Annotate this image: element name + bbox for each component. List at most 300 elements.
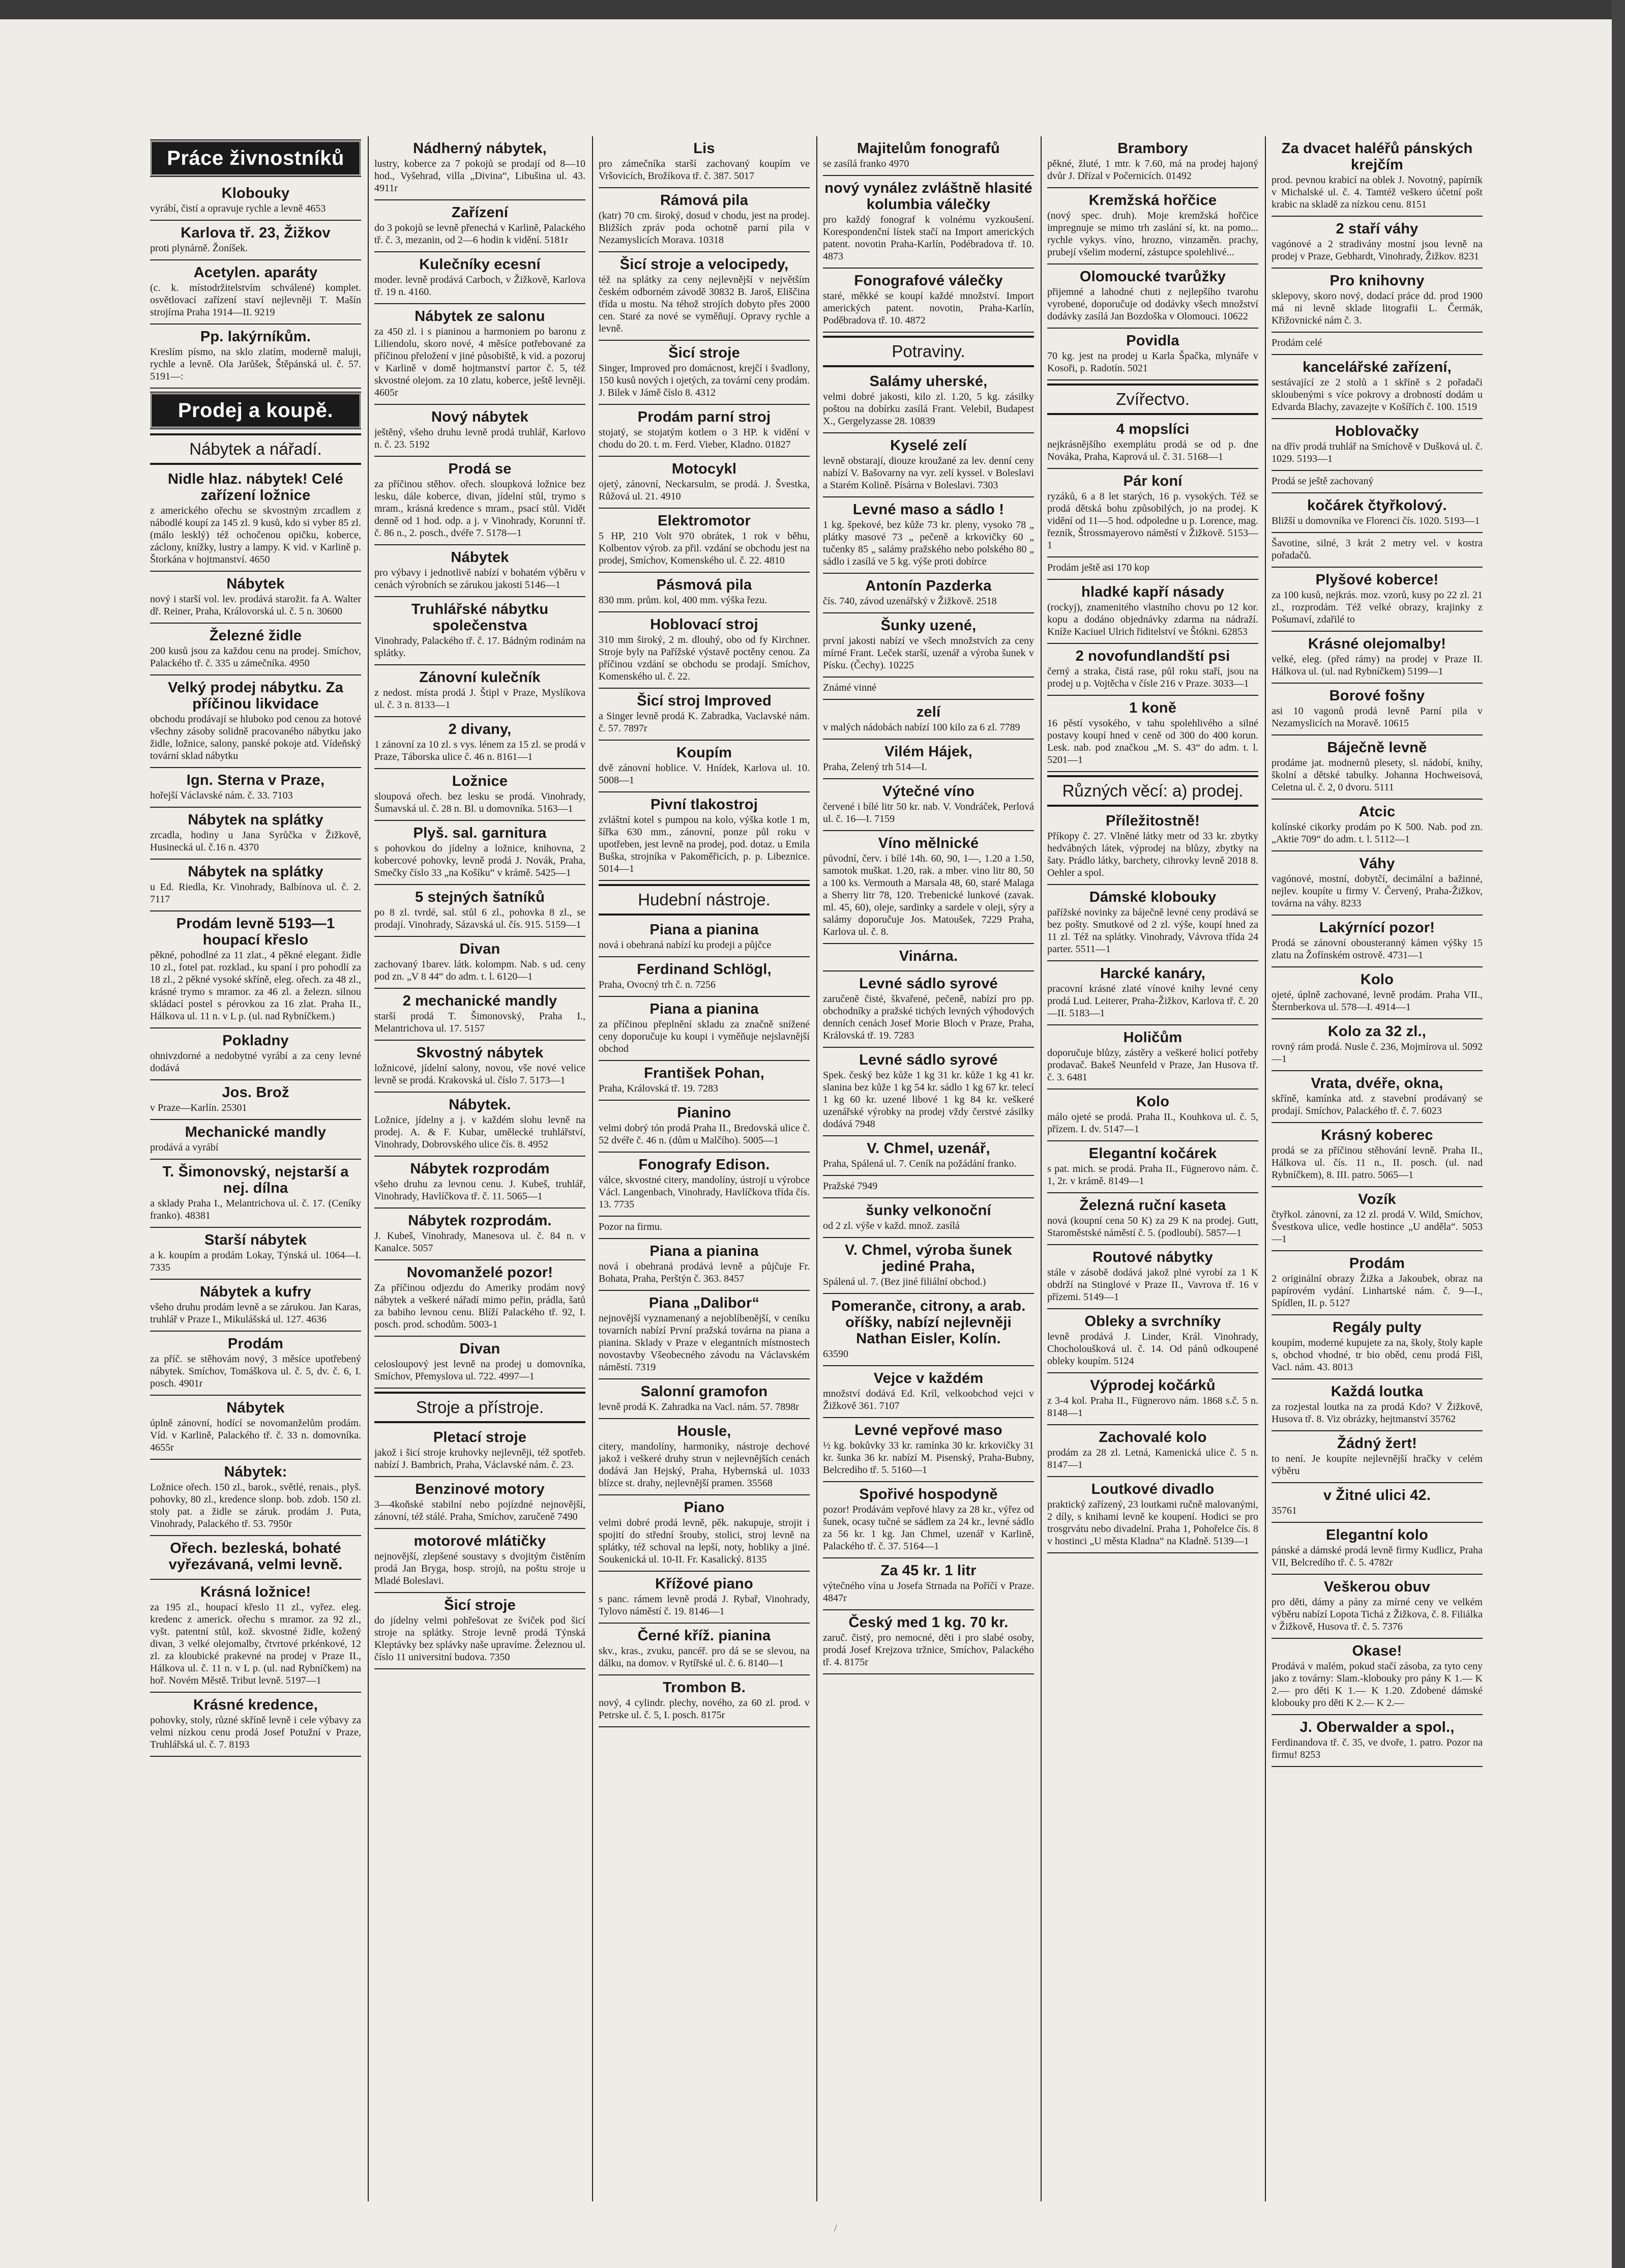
ad-body: vyrábí, čistí a opravuje rychle a levně 4653 bbox=[150, 203, 326, 214]
ad-title: Okase! bbox=[1352, 1643, 1402, 1659]
ad-title: Divan bbox=[459, 941, 500, 957]
ad-body: rovný rám prodá. Nusle č. 236, Mojmírova ul. 5092—1 bbox=[1272, 1041, 1483, 1065]
classified-ad bbox=[1047, 696, 1258, 772]
ad-title: 1 koně bbox=[1129, 700, 1177, 716]
classified-ad bbox=[1272, 1315, 1483, 1379]
classified-ad bbox=[374, 1425, 585, 1477]
ad-title: 5 stejných šatníků bbox=[415, 889, 545, 905]
classified-ad bbox=[823, 613, 1034, 678]
ad-title: František Pohan, bbox=[644, 1065, 764, 1081]
ad-body: málo ojeté se prodá. Praha II., Kouhkova ul. č. 5, přízem. I. dv. 5147—1 bbox=[1047, 1111, 1258, 1135]
classified-ad bbox=[150, 221, 361, 260]
ad-body: 70 kg. jest na prodej u Karla Špačka, mlynáře v Kosoři, p. Radotín. 5021 bbox=[1047, 350, 1258, 374]
ad-body: na dřív prodá truhlář na Smíchově v Dušková ul. č. 1029. 5193—1 bbox=[1272, 441, 1483, 464]
ad-body: sklepovy, skoro nový, dodací práce dd. prod 1900 má ni levně sklade litografii L. Čermák, Křižovnické nám č. 3. bbox=[1272, 290, 1483, 326]
ad-title: Jos. Brož bbox=[222, 1084, 289, 1101]
ad-title: Piana a pianina bbox=[649, 1001, 759, 1017]
classified-ad bbox=[374, 1529, 585, 1593]
ad-body: nová (koupní cena 50 K) za 29 K na prodej. Gutt, Staroměstské náměstí č. 5. (podloubí). 5857—1 bbox=[1047, 1215, 1258, 1239]
classified-ad bbox=[599, 1291, 810, 1379]
classified-ad bbox=[374, 885, 585, 937]
classified-ad bbox=[374, 136, 585, 200]
section-heading: Hudební nástroje. bbox=[599, 884, 810, 916]
classified-ad bbox=[374, 717, 585, 769]
classified-ad bbox=[599, 612, 810, 689]
ad-title: Za dvacet haléřů pánských krejčím bbox=[1281, 140, 1473, 173]
ad-title: Hoblovací stroj bbox=[650, 616, 758, 633]
ad-body: pro děti, dámy a pány za mírné ceny ve velkém výběru nabízí Lopota Tichá z Žižkova, č. 8. Filiálka v Žižkově, Husova tř. č. 5. 7376 bbox=[1272, 1597, 1483, 1632]
classified-ad bbox=[374, 665, 585, 717]
ad-title: J. Oberwalder a spol., bbox=[1299, 1719, 1455, 1735]
ad-title: Zařízení bbox=[451, 204, 509, 221]
ad-body: pařížské novinky za báječně levné ceny prodává se bez pošty. Smutkové od 2 zl. výše, koupí hned za 11 zl. Též na splátky. Vinohrady, Vávrova třída 24 parter. 5511—1 bbox=[1047, 907, 1258, 955]
ad-body: pohovky, stoly, různé skříně levně i cele výbavy za velmi nízkou cenu prodá Josef Potužní v Praze, Truhlářská ul. č. 7. 8193 bbox=[150, 1715, 361, 1750]
classified-ad bbox=[599, 997, 810, 1061]
classified-ad bbox=[823, 971, 1034, 1048]
classified-ad bbox=[150, 808, 361, 860]
ad-body: 16 pěstí vysokého, v tahu spolehlivého a silné postavy koupí hned v ceně od 300 do 400 korun. Lesk. nab. pod značkou „M. S. 43“ do adm. t. l. 5201—1 bbox=[1047, 718, 1258, 765]
classified-ad bbox=[1272, 419, 1483, 471]
ad-body: praktický zařízený, 23 loutkami ručně malovanými, 2 díly, s knihami levně ke koupení. Hodici se pro trosgrvátu nebo divadelní. Praha 1, Pohořelce čís. 8 v hostinci „U města Kladna“ na Kladně. 5139—1 bbox=[1047, 1499, 1258, 1547]
ad-title: kancelářské zařízení, bbox=[1303, 359, 1452, 375]
ad-title: Vozík bbox=[1358, 1191, 1396, 1207]
ad-title: Kyselé zelí bbox=[890, 437, 967, 454]
ad-title: Vinárna. bbox=[899, 948, 958, 964]
classified-ad bbox=[823, 1136, 1034, 1176]
ad-body: pro každý fonograf k volnému vyzkoušení. Korespondenční lístek stačí na Import amerických patent. novotin Praha-Karlín, Podébradova tř. 10. 4873 bbox=[823, 214, 1034, 262]
classified-ad bbox=[150, 1280, 361, 1332]
ad-title: Piana „Dalibor“ bbox=[648, 1295, 760, 1311]
classified-ad bbox=[823, 700, 1034, 740]
classified-ad bbox=[823, 369, 1034, 433]
classified-ad bbox=[1047, 1089, 1258, 1141]
classified-ad bbox=[1272, 1431, 1483, 1483]
ad-body: Kreslím písmo, na sklo zlatím, moderně maluji, rychle a levně. Ola Jarůšek, Štěpánská ul. č. 57. 5191—: bbox=[150, 346, 361, 382]
ad-title: Vrata, dvéře, okna, bbox=[1311, 1075, 1443, 1092]
ad-title: Váhy bbox=[1359, 856, 1395, 872]
ad-body: za 100 kusů, nejkrás. moz. vzorů, kusy po 22 zl. 21 zl., rozprodám. Též velké obrazy, krajinky z Pošumaví, zdařilé to bbox=[1272, 590, 1483, 625]
ad-body: levně prodá K. Zahradka na Vacl. nám. 57. 7898r bbox=[599, 1401, 799, 1412]
ad-title: Harcké kanáry, bbox=[1100, 965, 1206, 982]
classified-ad bbox=[599, 1061, 810, 1101]
ad-title: Dámské klobouky bbox=[1089, 889, 1217, 905]
classified-ad bbox=[599, 1495, 810, 1572]
ad-body: zaruč. čistý, pro nemocné, děti i pro slabé osoby, prodá Josef Krejzova tržnice, Smíchov, Palackého tř. 4. 8175r bbox=[823, 1632, 1034, 1668]
classified-ad bbox=[1047, 1309, 1258, 1373]
ad-body: Praha, Ovocný trh č. n. 7256 bbox=[599, 979, 716, 990]
classified-ad bbox=[823, 1198, 1034, 1238]
ad-title: Nábytek bbox=[226, 576, 285, 592]
classified-ad bbox=[599, 918, 810, 957]
classified-ad bbox=[599, 1217, 810, 1239]
classified-ad bbox=[823, 1418, 1034, 1482]
classified-ad bbox=[599, 1624, 810, 1675]
ad-body: přijemné a lahodné chuti z nejlepšího tvarohu vyrobené, doporučuje od dodávky všech množství dodávky zasílá Jan Bozdoška v Olomouci. 10622 bbox=[1047, 286, 1258, 322]
classified-ad bbox=[599, 509, 810, 573]
ad-body: pro výbavy i jednotlivě nabízí v bohatém výběru v cenách výrobních se zárukou jakosti 5146—1 bbox=[374, 567, 585, 591]
ad-body: 830 mm. prům. kol, 400 mm. výška řezu. bbox=[599, 595, 767, 606]
ad-title: Regály pulty bbox=[1333, 1319, 1422, 1336]
classified-ad bbox=[374, 405, 585, 457]
ad-title: Holičům bbox=[1123, 1029, 1183, 1046]
ad-body: velké, eleg. (před rámy) na prodej v Praze II. Hálkova ul. (ul. nad Rybníčkem) 5199—1 bbox=[1272, 654, 1483, 677]
ad-body: ryzáků, 6 a 8 let starých, 16 p. vysokých. Též se prodá dětská bohu způsobilých, jo na prodej. K vidění od 11—5 hod. odpoledne u p. Lorence, mag. řezník, Štrossmayerovo náměstí v Žižkově. 5153—1 bbox=[1047, 491, 1258, 551]
ad-body: zvláštní kotel s pumpou na kolo, výška kotle 1 m, šířka 630 mm., zánovní, ponze půl roku v upotřeben, jest levně na prodej, pod. dotaz. u Emila Buška, strojníka v Pakoměřicích, p. p. Libeznice. 5014—1 bbox=[599, 814, 810, 874]
ad-title: Levné maso a sádlo ! bbox=[852, 502, 1004, 518]
column-rule bbox=[592, 136, 593, 2201]
ad-title: 2 mechanické mandly bbox=[402, 993, 557, 1009]
ad-body: s pohovkou do jídelny a ložnice, knihovna, 2 kobercové pohovky, levně prodá J. Novák, Praha, Smečky číslo 33 „na Košíku“ v krámě. 5425—1 bbox=[374, 843, 585, 878]
ad-body: do jídelny velmi pohřešovat ze šviček pod šicí stroje na splátky. Stroje levně prodá Týnská Kleptávky bez splávky naše upravíme. Železnou ul. číslo 11 universitní budova. 7350 bbox=[374, 1615, 585, 1663]
ad-title: Elegantní kolo bbox=[1326, 1527, 1428, 1543]
ad-title: 2 novofundlandští psi bbox=[1075, 648, 1230, 664]
classified-ad bbox=[374, 1093, 585, 1157]
ad-title: Benzinové motory bbox=[415, 1481, 545, 1497]
classified-ad bbox=[150, 181, 361, 221]
ad-body: Praha, Zelený trh 514—I. bbox=[823, 761, 927, 773]
classified-ad bbox=[1272, 1251, 1483, 1315]
ad-body: obchodu prodávají se hluboko pod cenou za hotové všechny zásoby solidně pracovaného nábytku jako židle, ložnice, salony, panské pokoje atd. Vídeňský tovární sklad nábytku bbox=[150, 714, 361, 761]
ad-body: nejnovější, zlepšené soustavy s dvojitým čistěním prodá Jan Bryga, hosp. strojů, na poštu stroje u Mladé Boleslavi. bbox=[374, 1551, 585, 1586]
classified-ad bbox=[374, 597, 585, 665]
ad-body: pozor! Prodávám vepřové hlavy za 28 kr., výřez od šunek, ocasy tučné se sádlem za 24 kr., levné sádlo za 56 kr. 1 kg. Jan Chmel, uzenář v Karlině, Palackého tř. č. 37. 5164—1 bbox=[823, 1504, 1034, 1552]
classified-ad bbox=[374, 989, 585, 1041]
ad-title: Plyš. sal. garnitura bbox=[413, 825, 547, 841]
ad-title: Pár koní bbox=[1123, 473, 1183, 489]
ad-title: Fonografové válečky bbox=[854, 273, 1003, 289]
classified-ad bbox=[599, 1675, 810, 1727]
classified-ad bbox=[823, 574, 1034, 613]
ad-body: velmi dobré prodá levně, pěk. nakupuje, strojit i spojití do střední šrouby, stolici, stroj levně na splátky, též schoval na lepší, noty, hobliky a jiné. Soukenická ul. 10-II. Fr. Kasalický. 8135 bbox=[599, 1517, 810, 1565]
ad-body: za příč. se stěhovám nový, 3 měsíce upotřebený nábytek. Smíchov, Tomáškova ul. č. 5, dv. č. 6, I. posch. 4901r bbox=[150, 1353, 361, 1389]
ad-body: výtečného vína u Josefa Strnada na Poříčí v Praze. 4847r bbox=[823, 1580, 1034, 1604]
classified-ad bbox=[823, 1610, 1034, 1674]
ad-title: Velký prodej nábytku. Za příčinou likvidace bbox=[168, 680, 343, 712]
ad-title: Krásné olejomalby! bbox=[1308, 636, 1446, 652]
classified-ad bbox=[374, 1041, 585, 1093]
ad-body: nová i obehraná prodává levně a půjčuje Fr. Bohata, Praha, Perštýn č. 363. 8457 bbox=[599, 1261, 810, 1284]
classified-ad bbox=[1272, 967, 1483, 1019]
ad-body: zachovaný 1barev. látk. kolompm. Nab. s ud. ceny pod zn. „V 8 44“ do adm. t. l. 6120—1 bbox=[374, 959, 585, 982]
ad-title: Výprodej kočárků bbox=[1090, 1377, 1216, 1394]
ad-body: hořejší Václavské nám. č. 33. 7103 bbox=[150, 790, 293, 801]
ad-title: Černé kříž. pianina bbox=[637, 1628, 771, 1644]
ad-title: Pletací stroje bbox=[433, 1429, 527, 1446]
ad-title: Hoblovačky bbox=[1335, 423, 1419, 439]
classified-ad bbox=[1272, 136, 1483, 217]
classified-ad bbox=[1272, 851, 1483, 916]
ad-body: stále v zásobě dodává jakož plné vyrobí za 1 K obdrží na Stinglové v Praze II., Vavrova tř. 16 v přízemi. 5149—1 bbox=[1047, 1267, 1258, 1303]
classified-ad bbox=[150, 1396, 361, 1460]
classified-ad bbox=[1272, 684, 1483, 735]
ad-title: nový vynález zvláštně hlasité kolumbia válečky bbox=[824, 180, 1032, 213]
ad-title: Za 45 kr. 1 litr bbox=[880, 1563, 977, 1579]
ad-body: do 3 pokojů se levně přenechá v Karlině, Palackého tř. č. 3, mezanin, od 2—6 hodin k vidění. 5181r bbox=[374, 222, 585, 246]
ad-title: Křížové piano bbox=[655, 1576, 753, 1592]
ad-title: Atcic bbox=[1358, 804, 1396, 820]
ad-body: ojetý, zánovní, Neckarsulm, se prodá. J. Švestka, Růžová ul. 21. 4910 bbox=[599, 479, 810, 502]
classified-ad bbox=[374, 1209, 585, 1260]
ad-body: množství dodává Ed. Kríl, velkoobchod vejci v Žižkově 361. 7107 bbox=[823, 1388, 1034, 1411]
ad-title: šunky velkonoční bbox=[866, 1202, 991, 1219]
ad-title: Nábytek rozprodám bbox=[410, 1161, 550, 1177]
classified-ad bbox=[1047, 1477, 1258, 1553]
classified-ad bbox=[1047, 136, 1258, 188]
classified-ad bbox=[599, 1101, 810, 1153]
ad-title: Ořech. bezleská, bohaté vyřezávaná, velmi levně. bbox=[168, 1540, 343, 1573]
ad-title: Prodá se bbox=[448, 461, 512, 477]
classified-ad bbox=[374, 1157, 585, 1209]
classified-ad bbox=[374, 200, 585, 252]
ad-title: Skvostný nábytek bbox=[416, 1045, 544, 1061]
classified-ad bbox=[1272, 1575, 1483, 1639]
ad-body: černý a straka, čistá rase, půl roku staří, jsou na prodej u p. Vojtěcha v čísle 216 v Praze. 3033—1 bbox=[1047, 666, 1258, 689]
classified-ad bbox=[150, 768, 361, 808]
ad-body: (rockyj), znamenitého vlastního chovu po 12 kor. kopu a dodáno objednávky zdarma na nádraží. Kníže Kaciuel Ulrich řiditelství ve Štókni. 62853 bbox=[1047, 602, 1258, 637]
classified-ad bbox=[150, 860, 361, 911]
ad-body: 2 originální obrazy Žižka a Jakoubek, obraz na papírovém vydání. Linhartské nám. č. 9—I., Spídlen, II. p. 5127 bbox=[1272, 1273, 1483, 1309]
ad-title: Salámy uherské, bbox=[869, 373, 988, 390]
ad-title: Loutkové divadlo bbox=[1091, 1481, 1215, 1497]
ad-body: sestávající ze 2 stolů a 1 skříně s 2 pořadači skloubenými s více pokrovy a drobností dodám u Edvarda Blachy, zavazejte v Košířích č. 100. 1519 bbox=[1272, 377, 1483, 413]
ad-title: T. Šimonovský, nejstarší a nej. dílna bbox=[162, 1164, 349, 1196]
classified-ad bbox=[150, 1080, 361, 1120]
ad-title: Pp. lakýrníkům. bbox=[200, 329, 311, 345]
ad-body: 200 kusů jsou za každou cenu na prodej. Smíchov, Palackého tř. č. 335 u zámečníka. 4950 bbox=[150, 645, 361, 669]
ad-body: levně prodává J. Linder, Král. Vinohrady, Chocholoušková ul. č. 14. Od pánů odkoupené obleky koupím. 5124 bbox=[1047, 1331, 1258, 1367]
ad-body: čtyřkol. zánovní, za 12 zl. prodá V. Wild, Smíchov, Švestkova ulice, vedle hostince „U anděla“. 5053—1 bbox=[1272, 1209, 1483, 1245]
ad-title: Nábytek: bbox=[224, 1464, 287, 1480]
ad-body: po 8 zl. tvrdé, sal. stůl 6 zl., pohovka 8 zl., se prodají. Vinohrady, Sázavská ul. čís. 915. 5159—1 bbox=[374, 907, 585, 930]
classified-ad bbox=[1272, 568, 1483, 632]
ad-body: nová i obehraná nabízí ku prodeji a půjčce bbox=[599, 939, 772, 951]
ad-title: Koupím bbox=[676, 745, 732, 761]
classified-ad bbox=[823, 779, 1034, 831]
ad-body: čís. 740, závod uzenářský v Žižkově. 2518 bbox=[823, 596, 997, 607]
ad-title: Elegantní kočárek bbox=[1088, 1145, 1217, 1162]
classified-ad bbox=[823, 176, 1034, 269]
ad-title: Majitelům fonografů bbox=[857, 140, 1000, 157]
ad-body: Ferdinandova tř. č. 35, ve dvoře, 1. patro. Pozor na firmu! 8253 bbox=[1272, 1737, 1483, 1760]
ad-body: pěkné, pohodlné za 11 zlat., 4 pěkné elegant. židle 10 zl., fotel pat. rozklad., ku spaní i pro pohodlí za 18 zl., 2 pěkné vysoké skříně, eleg. ořech. za 48 zl., krásné trymo s mramor. za 46 zl. a železn. silnou skládací postel s pérovkou za 16 zlat. Praha II., Hálkova ul. 11 n. v L p. (ul. nad Rybníčkem.) bbox=[150, 950, 361, 1022]
ad-body: nový i starší vol. lev. prodává starožit. fa A. Walter dř. Reiner, Praha, Královorská ul. č. 5 n. 30600 bbox=[150, 594, 361, 617]
ad-body: a k. koupím a prodám Lokay, Týnská ul. 1064—I. 7335 bbox=[150, 1250, 361, 1273]
ad-body: prodá se za příčinou stěhování levně. Praha II., Hálkova ul. čís. 11 n., II. posch. (ul. nad Rybníčkem), 8. III. patro. 5065—1 bbox=[1272, 1145, 1483, 1181]
classified-ad bbox=[1272, 916, 1483, 967]
ad-title: Prodám bbox=[227, 1336, 284, 1352]
ad-title: Piana a pianina bbox=[649, 1243, 759, 1259]
ad-body: 1 kg. špekové, bez kůže 73 kr. pleny, vysoko 78 „ plátky masové 73 „ pečeně a krkovičky 60 „ tučenky 85 „ salámy pražského nebo polského 80 „ sádlo i zasílá ve 5 kg. výše proti dobírce bbox=[823, 519, 1034, 567]
ad-body: sloupová ořech. bez lesku se prodá. Vinohrady, Šumavská ul. č. 28 n. Bl. u domovníka. 5163—1 bbox=[374, 791, 585, 814]
ad-body: pracovní krásné zlaté vínové knihy levné ceny prodá Lud. Leiterer, Praha-Žižkov, Karlova tř. č. 20—II. 5183—1 bbox=[1047, 983, 1258, 1019]
ad-title: Ložnice bbox=[452, 773, 508, 789]
ad-title: Kolo bbox=[1360, 971, 1394, 988]
ad-body: 5 HP, 210 Volt 970 obrátek, 1 rok v běhu, Kolbentov výrob. za přil. vzdání se obchodu jest na prodej, Smíchov, Komenského ul. č. 22. 4810 bbox=[599, 531, 810, 566]
ad-body: ojeté, úplně zachované, levně prodám. Praha VII., Šternberkova ul. 578—I. 4914—1 bbox=[1272, 989, 1483, 1013]
ad-body: nejnovější vyznamenaný a nejoblíbenější, v ceníku tovarních nabízí První pražská továrna na piana a pianina. Sklady v Praze v elegantních místnostech novostavby Všeobecného závodu na Václavském náměstí. 7319 bbox=[599, 1313, 810, 1373]
ad-title: Výtečné víno bbox=[882, 783, 975, 800]
ad-body: a Singer levně prodá K. Zabradka, Vaclavské nám. č. 57. 7897r bbox=[599, 711, 810, 734]
ad-body: prodám za 28 zl. Letná, Kamenická ulice č. 5 n. 8147—1 bbox=[1047, 1447, 1258, 1470]
ad-title: Kremžská hořčice bbox=[1088, 192, 1217, 209]
classified-ad bbox=[1272, 333, 1483, 355]
ad-body: první jakosti nabízí ve všech množstvích za ceny mírné Frant. Leček starší, uzenář a výroba šunek v Písku. (Čechy). 10225 bbox=[823, 635, 1034, 671]
ad-body: v malých nádobách nabízí 100 kilo za 6 zl. 7789 bbox=[823, 722, 1020, 733]
classified-ad bbox=[150, 325, 361, 389]
ad-title: Trombon B. bbox=[662, 1680, 746, 1696]
ad-title: Český med 1 kg. 70 kr. bbox=[848, 1614, 1009, 1631]
ad-title: V. Chmel, výroba šunek jediné Praha, bbox=[845, 1242, 1012, 1275]
ad-body: prod. pevnou krabicí na oblek J. Novotný, papírník v Michalské ul. č. 4. Tamtéž veškero účetní pošt krabic na skladě za nízkou cenu. 8151 bbox=[1272, 174, 1483, 210]
ad-title: Zachovalé kolo bbox=[1099, 1429, 1207, 1446]
classified-ad bbox=[374, 1477, 585, 1529]
classified-ad bbox=[1272, 269, 1483, 333]
classified-ad bbox=[1272, 471, 1483, 493]
ad-title: 2 staří váhy bbox=[1336, 221, 1419, 237]
ad-body: Prodám ještě asi 170 kop bbox=[1047, 562, 1150, 573]
ad-title: Železná ruční kaseta bbox=[1079, 1197, 1226, 1214]
ad-title: Nábytek a kufry bbox=[200, 1284, 311, 1300]
ad-body: staré, měkké se koupí každé množství. Import amerických patent. novotin, Praha-Karlín, Poděbradova tř. 10. 4872 bbox=[823, 290, 1034, 326]
classified-ad bbox=[1047, 1025, 1258, 1089]
classified-ad bbox=[599, 1153, 810, 1217]
ad-title: Nábytek. bbox=[449, 1097, 511, 1113]
ad-title: Nábytek bbox=[451, 549, 509, 566]
ad-title: Kulečníky ecesní bbox=[419, 256, 541, 273]
ad-title: Motocykl bbox=[671, 461, 737, 477]
classified-ad bbox=[1272, 1379, 1483, 1431]
ad-body: citery, mandolíny, harmoniky, nástroje dechové jakož i veškeré druhy strun v nejlevnějších cenách dodává Jan Hejský, Praha, Hybernská ul. 1033 blízce st. drahy, nejlevnější pramen. 35568 bbox=[599, 1441, 810, 1489]
ad-body: 35761 bbox=[1272, 1505, 1297, 1516]
ad-title: 4 mopslíci bbox=[1116, 421, 1190, 437]
ad-body: 63590 bbox=[823, 1348, 848, 1360]
classified-ad bbox=[150, 911, 361, 1028]
ad-title: Kolo za 32 zl., bbox=[1327, 1023, 1427, 1040]
ad-title: Pásmová pila bbox=[656, 577, 752, 593]
advert-column-5 bbox=[1047, 136, 1258, 2201]
ad-title: Nádherný nábytek, bbox=[413, 140, 547, 157]
ad-title: Olomoucké tvarůžky bbox=[1079, 269, 1226, 285]
scan-right-edge bbox=[1612, 0, 1625, 2268]
ad-title: 2 divany, bbox=[448, 721, 512, 738]
classified-ad bbox=[1047, 961, 1258, 1025]
classified-ad bbox=[1272, 1715, 1483, 1767]
ad-body: z amerického ořechu se skvostným zrcadlem z nábodlé koupí za 145 zl. 9 kusů, kdo si vyber 85 zl. (málo lesklý) též ochočenou opičku, koberce, záclony, knížky, lustry a lampy. K vid. v Karlině p. Štorkána v hojtmanství. 4650 bbox=[150, 505, 361, 565]
ad-title: Spořivé hospodyně bbox=[859, 1486, 998, 1503]
classified-ad bbox=[1047, 1245, 1258, 1309]
classified-ad bbox=[374, 821, 585, 885]
ad-body: 1 zánovní za 10 zl. s vys. lénem za 15 zl. se prodá v Praze, Táborska ulice č. 46 n. 8161—1 bbox=[374, 739, 585, 762]
ad-title: Rámová pila bbox=[660, 192, 749, 209]
ad-title: Povidla bbox=[1126, 333, 1179, 349]
classified-ad bbox=[374, 937, 585, 989]
page-mark: / bbox=[834, 2223, 837, 2234]
ad-title: Vejce v každém bbox=[873, 1370, 984, 1387]
section-banner: Práce živnostníků bbox=[150, 140, 361, 176]
section-heading: Různých věcí: a) prodej. bbox=[1047, 775, 1258, 807]
classified-ad bbox=[1047, 885, 1258, 961]
classified-ad bbox=[1272, 355, 1483, 419]
ad-title: Mechanické mandly bbox=[185, 1124, 327, 1140]
ad-body: s pat. mich. se prodá. Praha II., Fügnerovo nám. č. 1, 2r. v krámě. 8149—1 bbox=[1047, 1163, 1258, 1187]
ad-title: Žádný žert! bbox=[1337, 1435, 1417, 1452]
classified-ad bbox=[1272, 632, 1483, 684]
ad-title: Nový nábytek bbox=[431, 409, 528, 425]
ad-body: za rozjestal loutka na za prodá Kdo? V Žižkově, Husova tř. 8. Viz obrázky, hejtmanství 35762 bbox=[1272, 1401, 1483, 1425]
ad-title: Krásný koberec bbox=[1321, 1127, 1433, 1143]
ad-body: zrcadla, hodiny u Jana Syrůčka v Žižkově, Husinecká ul. č.16 n. 4370 bbox=[150, 830, 361, 853]
classified-ad bbox=[374, 1260, 585, 1337]
classified-ad bbox=[1272, 735, 1483, 800]
classified-ad bbox=[599, 689, 810, 741]
ad-body: nový, 4 cylindr. plechy, nového, za 60 zl. prod. v Petrske ul. č. 5, I. posch. 8175r bbox=[599, 1697, 810, 1721]
ad-body: Ložnice ořech. 150 zl., barok., světlé, renais., plyš. pohovky, 80 zl., kredence slonp. bob. zdob. 150 zl. stoly pat. a židle se záruk. prodám J. Puta, Vinohrady, Palackého tř. 53. 7950r bbox=[150, 1482, 361, 1529]
ad-body: za 450 zl. i s pianinou a harmoniem po baronu z Liliendolu, skoro nové, 4 měsíce potřebované za příčinou přeložení v jiné působiště, k vid. a pozoruj v Karlině v domě hojtmanství partor č. 5, též skvostné olejom. za 10 zlatu, koberce, ještě levněji. 4605r bbox=[374, 326, 585, 398]
ad-body: u Ed. Riedla, Kr. Vinohrady, Balbínova ul. č. 2. 7117 bbox=[150, 881, 361, 905]
advert-column-2 bbox=[374, 136, 585, 2201]
ad-title: Plyšové koberce! bbox=[1315, 572, 1439, 588]
ad-title: Šicí stroje bbox=[444, 1597, 516, 1613]
ad-body: Singer, Improved pro domácnost, krejčí i švadlony, 150 kusů nových i ojetých, za tovární ceny prodám. J. Bilek v Jámě číslo 8. 4312 bbox=[599, 363, 810, 398]
advert-column-6 bbox=[1272, 136, 1483, 2201]
column-rule bbox=[816, 136, 817, 2201]
classified-ad bbox=[1272, 1123, 1483, 1187]
classified-ad bbox=[823, 1558, 1034, 1610]
ad-body: Ložnice, jídelny a j. v každém slohu levně na prodej. A. & F. Kubar, umělecké truhlářství, Vinohrady, Dobrovského ulice čís. 8. 4952 bbox=[374, 1114, 585, 1150]
ad-body: vagónové a 2 stradivány mostní jsou levně na prodej v Praze, Gebhardt, Vinohrady, Žižkov. 8231 bbox=[1272, 239, 1483, 262]
classified-ad bbox=[374, 457, 585, 545]
classified-ad bbox=[599, 1572, 810, 1624]
classified-ad bbox=[823, 678, 1034, 700]
ad-body: pěkné, žluté, 1 mtr. k 7.60, má na prodej hajoný dvůr J. Dřízal v Počernicích. 01492 bbox=[1047, 158, 1258, 182]
classified-ad bbox=[599, 792, 810, 881]
ad-title: Nábytek rozprodám. bbox=[408, 1213, 552, 1229]
ad-title: Karlova tř. 23, Žižkov bbox=[181, 225, 331, 241]
ad-body: velmi dobré jakosti, kilo zl. 1.20, 5 kg. zásilky poštou na dobírku zasílá Frant. Velebil, Budapest X., Gergelyzasse 28. 10839 bbox=[823, 391, 1034, 427]
classified-ad bbox=[150, 1460, 361, 1536]
ad-body: starší prodá T. Šimonovský, Praha I., Melantrichova ul. 17. 5157 bbox=[374, 1011, 585, 1034]
classified-ad bbox=[823, 497, 1034, 574]
classified-ad bbox=[1272, 1187, 1483, 1251]
ad-title: Pivní tlakostroj bbox=[650, 797, 758, 813]
ad-body: od 2 zl. výše v každ. množ. zasílá bbox=[823, 1220, 960, 1231]
classified-ad bbox=[374, 545, 585, 597]
classified-ad bbox=[1047, 557, 1258, 580]
ad-body: dvě zánovní hoblice. V. Hnídek, Karlova ul. 10. 5008—1 bbox=[599, 762, 810, 786]
column-rule bbox=[1265, 136, 1266, 2201]
classified-ad bbox=[599, 957, 810, 997]
ad-body: proti plynárně. Žoníšek. bbox=[150, 243, 248, 254]
classified-ad bbox=[1047, 329, 1258, 380]
ad-title: Příležitostně! bbox=[1106, 813, 1200, 829]
ad-body: levně obstarají, diouze kroužané za lev. denní ceny nabízí V. Bašovarny na vyr. zelí kyssel. v Boleslavi a Starém Kolině. Písárna v Boleslavi. 7303 bbox=[823, 455, 1034, 491]
ad-body: Praha, Královská tř. 19. 7283 bbox=[599, 1083, 718, 1094]
ad-body: Prodám celé bbox=[1272, 337, 1322, 348]
classified-ad bbox=[150, 1693, 361, 1757]
classified-ad bbox=[1047, 580, 1258, 644]
ad-title: Novomanželé pozor! bbox=[406, 1264, 553, 1281]
ad-title: Každá loutka bbox=[1331, 1383, 1424, 1400]
classified-ad bbox=[1047, 644, 1258, 696]
classified-ad bbox=[823, 740, 1034, 779]
classified-ad bbox=[150, 260, 361, 325]
ad-body: koupím, moderné kupujete za na, školy, štoly kaple s, obchod vhodné, tr bio oběd, cenu prodá Fišl, Vacl. nám. 43. 8013 bbox=[1272, 1337, 1483, 1373]
classified-ad bbox=[1047, 264, 1258, 329]
ad-body: vagónové, mostní, dobytčí, decimální a bažinné, nejlev. koupíte u firmy V. Červený, Praha-Žižkov, továrna na váhy. 8233 bbox=[1272, 873, 1483, 909]
ad-title: Salonní gramofon bbox=[640, 1383, 768, 1400]
ad-title: Prodám levně 5193—1 houpací křeslo bbox=[176, 916, 335, 948]
classified-ad bbox=[599, 341, 810, 405]
